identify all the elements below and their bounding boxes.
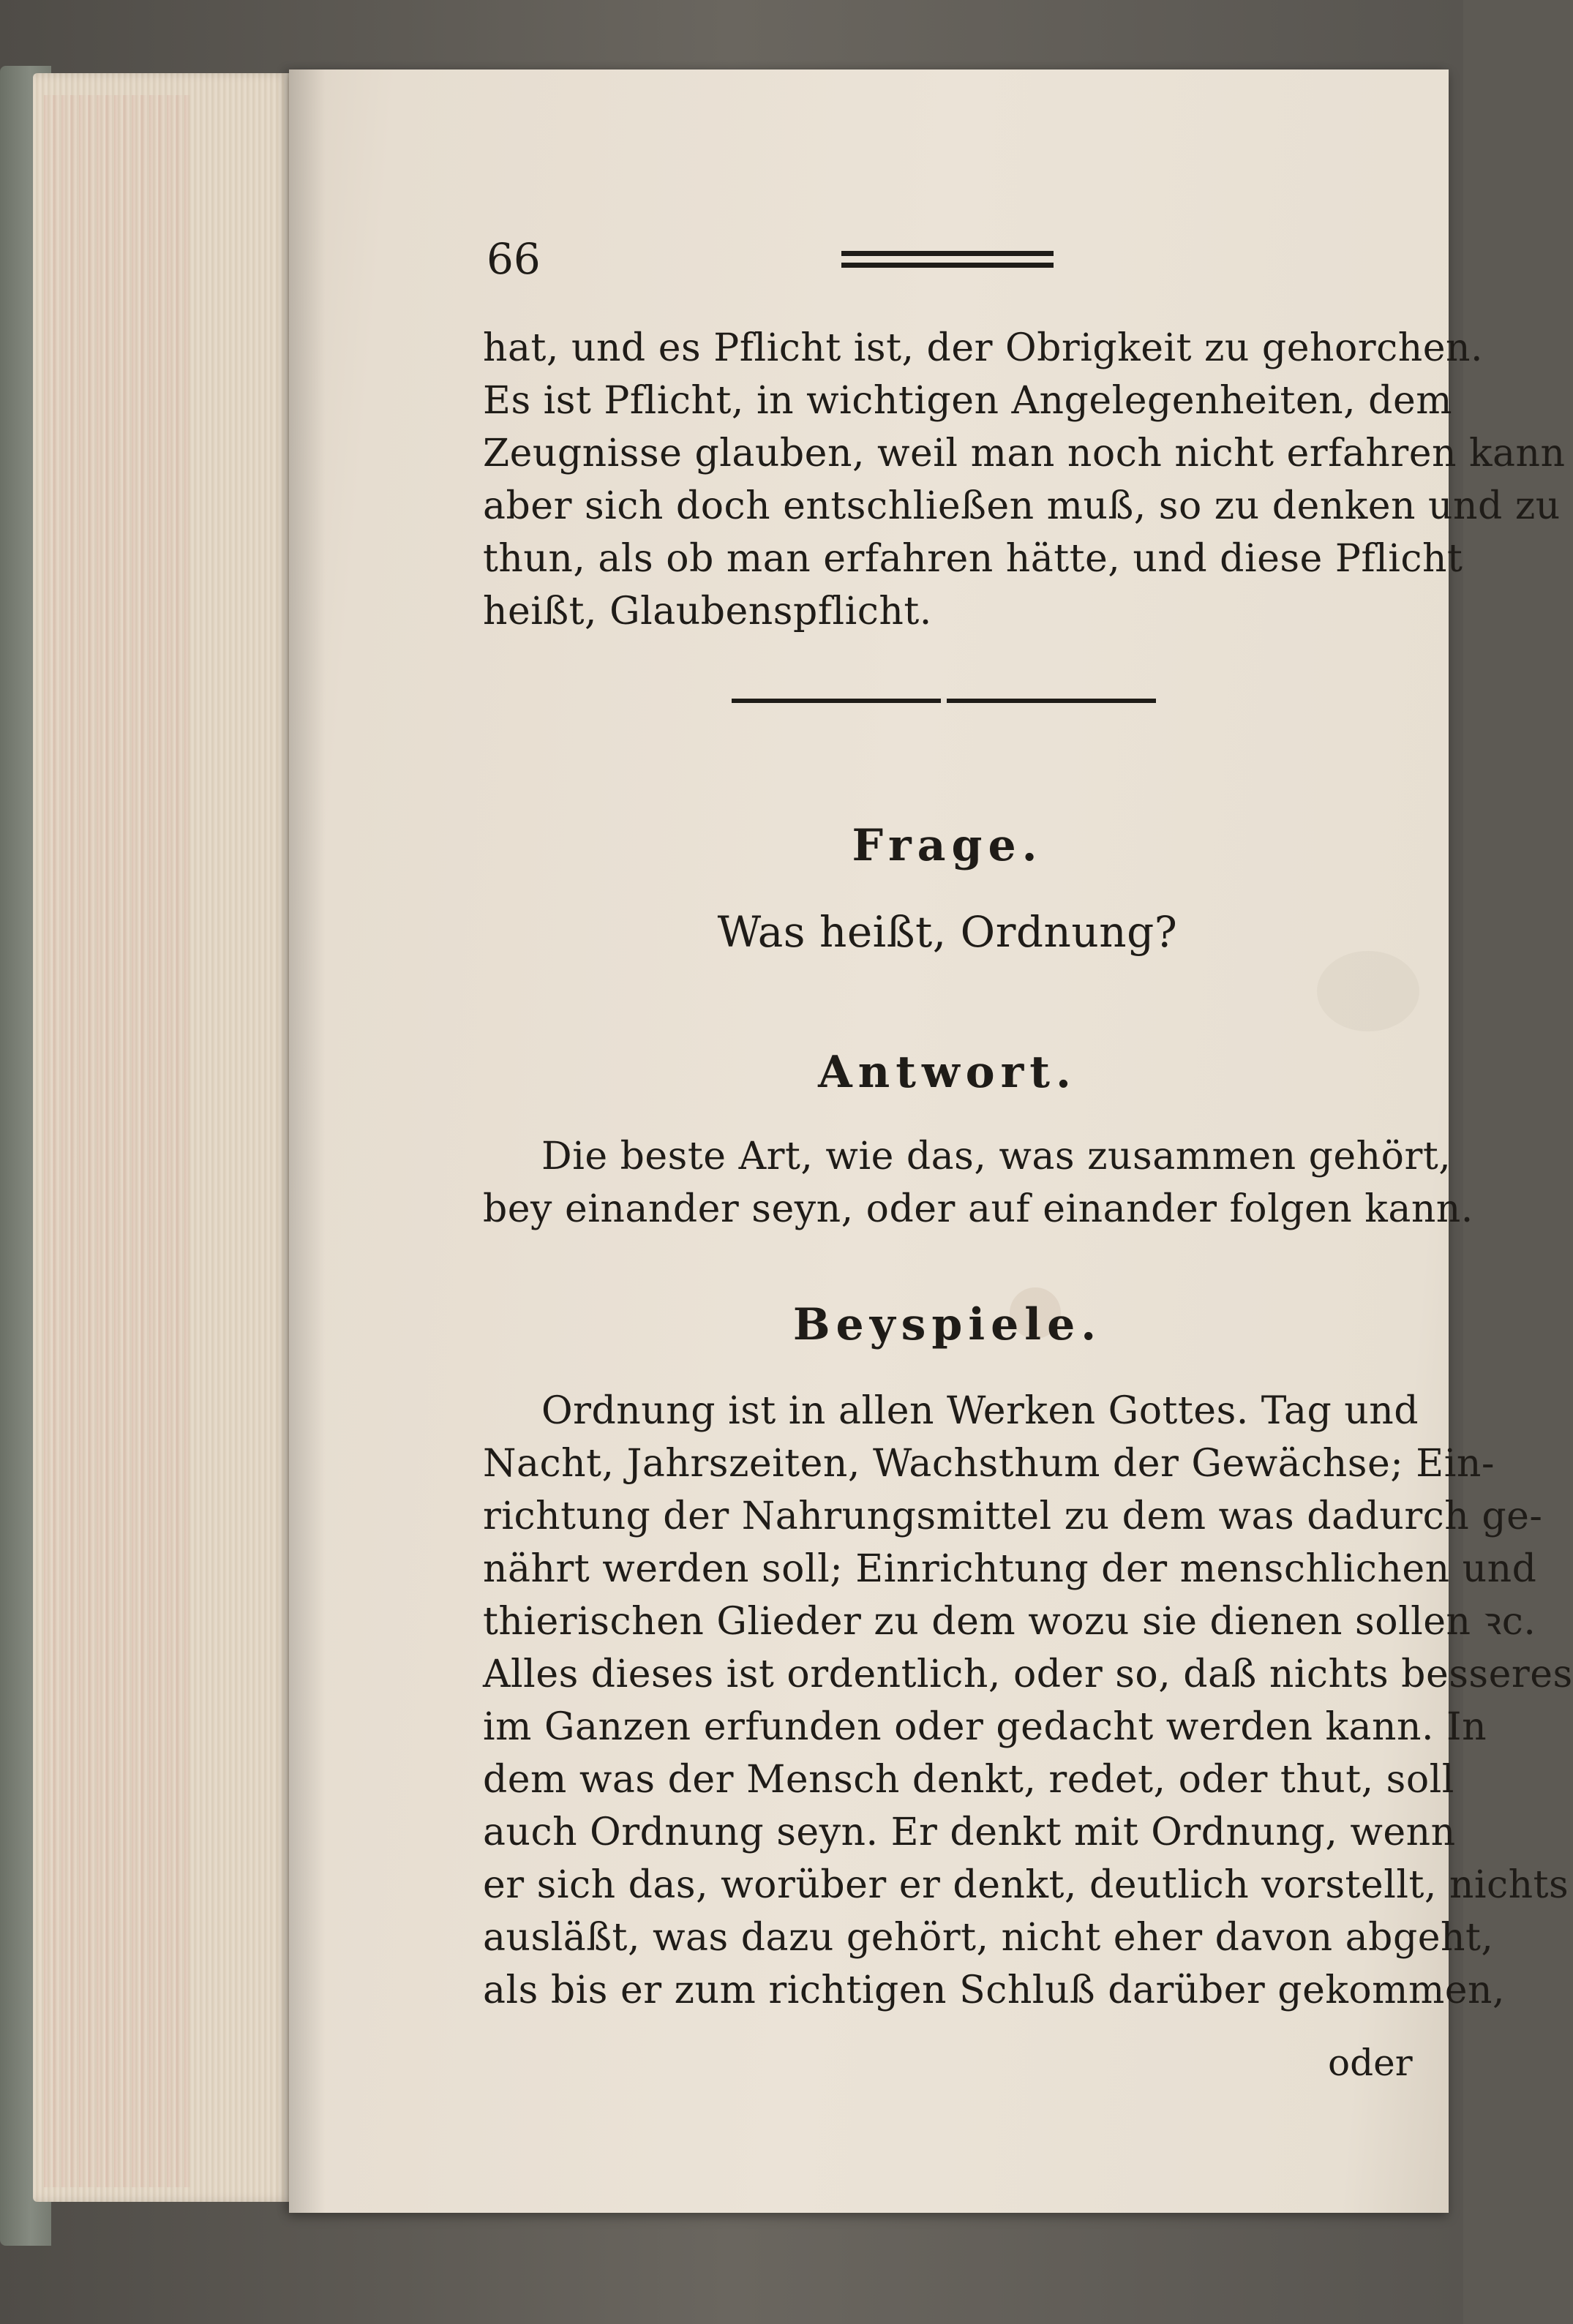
example-line: Nacht, Jahrszeiten, Wachsthum der Gewächse; Ein-	[483, 1442, 1495, 1486]
example-line: thierischen Glieder zu dem wozu sie dienen sollen ꝛc.	[483, 1600, 1536, 1644]
answer-line: bey einander seyn, oder auf einander folgen kann.	[483, 1187, 1473, 1231]
examples-heading: Beyspiele.	[792, 1299, 1103, 1350]
header-rule	[841, 251, 1054, 274]
text-line: Zeugnisse glauben, weil man noch nicht erfahren kann	[483, 432, 1566, 475]
example-line: im Ganzen erfunden oder gedacht werden kann. In	[483, 1705, 1487, 1749]
example-line: Alles dieses ist ordentlich, oder so, daß nichts besseres	[483, 1652, 1573, 1696]
text-line: thun, als ob man erfahren hätte, und diese Pflicht	[483, 537, 1463, 581]
text-line: heißt, Glaubenspflicht.	[483, 590, 932, 633]
answer-heading: Antwort.	[818, 1047, 1077, 1098]
catchword: oder	[1328, 2042, 1413, 2084]
page-number: 66	[487, 234, 541, 284]
question-heading: Frage.	[852, 820, 1043, 871]
question-text: Was heißt, Ordnung?	[717, 907, 1178, 957]
section-divider-gap	[941, 697, 947, 704]
text-line: Es ist Pflicht, in wichtigen Angelegenheiten, dem	[483, 379, 1453, 423]
example-line: richtung der Nahrungsmittel zu dem was dadurch ge-	[483, 1494, 1543, 1538]
example-line: Ordnung ist in allen Werken Gottes. Tag und	[541, 1389, 1419, 1433]
example-line: nährt werden soll; Einrichtung der menschlichen und	[483, 1547, 1537, 1591]
example-line: auch Ordnung seyn. Er denkt mit Ordnung, wenn	[483, 1810, 1456, 1854]
text-line: aber sich doch entschließen muß, so zu denken und zu	[483, 484, 1561, 528]
paper-stain	[1317, 951, 1419, 1031]
example-line: er sich das, worüber er denkt, deutlich vorstellt, nichts	[483, 1863, 1569, 1907]
text-line: hat, und es Pflicht ist, der Obrigkeit zu gehorchen.	[483, 326, 1484, 370]
answer-line: Die beste Art, wie das, was zusammen gehört,	[541, 1135, 1452, 1178]
example-line: ausläßt, was dazu gehört, nicht eher davon abgeht,	[483, 1916, 1494, 1960]
example-line: dem was der Mensch denkt, redet, oder thut, soll	[483, 1758, 1454, 1802]
example-line: als bis er zum richtigen Schluß darüber gekommen,	[483, 1968, 1506, 2012]
page-block-edge	[33, 73, 296, 2202]
